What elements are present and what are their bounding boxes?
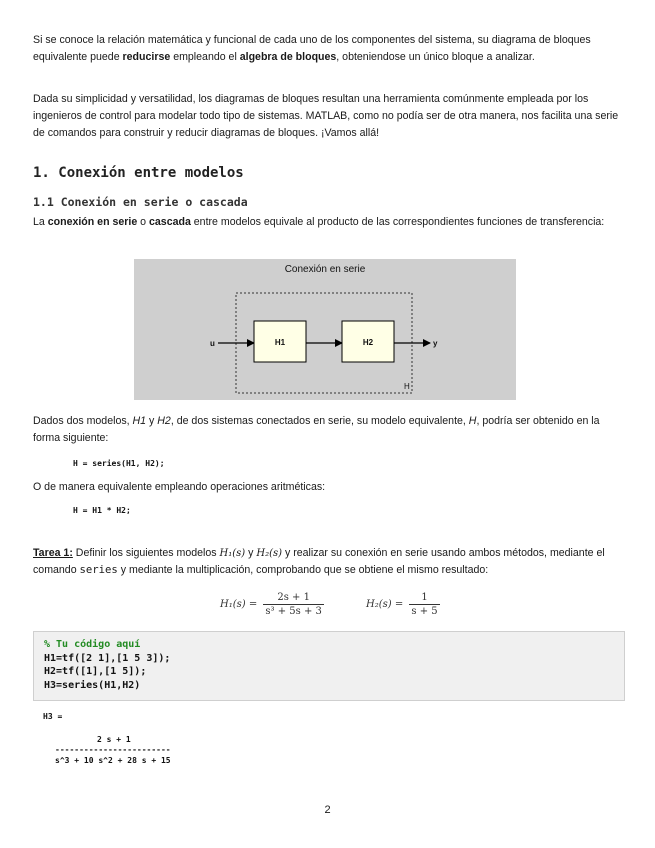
text-run: Si se conoce la relación matemática y funcional de cada uno de los componentes del sistema, su diagrama de bloques equivalente puede xyxy=(33,34,591,63)
text-run: La xyxy=(33,216,48,228)
models-paragraph xyxy=(33,413,623,447)
formula-h1 xyxy=(220,592,327,617)
intro-paragraph-2: Dada su simplicidad y versatilidad, los diagramas de bloques resultan una herramienta comúnmente empleada por los ingenieros de control para modelar todo tipo de sistemas. MATLAB, como no podía ser de otra manera, nos facilita una serie de comandos para construir y reducir diagramas de bloques. ¡Vamos allá! xyxy=(33,93,619,139)
text-run: o xyxy=(137,216,150,228)
formula-h1-lhs: H₁(s) = xyxy=(220,599,258,610)
code-comment[interactable]: % Tu código aquí xyxy=(44,639,141,650)
code-line[interactable]: H1=tf([2 1],[1 5 3]); xyxy=(44,652,171,664)
subsection-title: 1.1 Conexión en serie o cascada xyxy=(33,195,248,209)
block-h1-label: H1 xyxy=(274,338,286,347)
intro-paragraph-1 xyxy=(33,32,623,66)
formula-h2-lhs: H₂(s) = xyxy=(366,599,404,610)
formula-h1-denominator: s³ + 5s + 3 xyxy=(265,606,322,617)
formula-h2-fraction xyxy=(409,592,439,617)
series-paragraph xyxy=(33,214,623,231)
code-multiply-example: H = H1 * H2; xyxy=(73,506,131,515)
bold-term-algebra: algebra de bloques xyxy=(239,51,337,63)
model-h1: H1 xyxy=(132,415,147,427)
group-label-h: H xyxy=(404,382,410,391)
bold-term-reducirse: reducirse xyxy=(122,51,171,63)
diagram-svg xyxy=(134,259,516,400)
output-denominator: s^3 + 10 s^2 + 28 s + 15 xyxy=(55,756,171,765)
input-label-u: u xyxy=(210,339,215,348)
code-series-example: H = series(H1, H2); xyxy=(73,459,165,468)
bold-term-cascada: cascada xyxy=(149,216,191,228)
formula-h1-fraction xyxy=(263,592,323,617)
text-run: Dados dos modelos, xyxy=(33,415,133,427)
text-run: , obteniendose un único bloque a analizar. xyxy=(336,51,535,63)
arithmetic-paragraph: O de manera equivalente empleando operaciones aritméticas: xyxy=(33,481,326,493)
diagram-title: Conexión en serie xyxy=(284,264,366,275)
task-paragraph xyxy=(33,545,623,579)
block-h2-label: H2 xyxy=(362,338,374,347)
output-fraction-bar: ------------------------ xyxy=(55,745,171,754)
output-numerator: 2 s + 1 xyxy=(97,735,131,744)
math-h2s: H₂(s) xyxy=(256,548,283,559)
text-run: , podría ser obtenido en la forma siguiente: xyxy=(33,415,600,444)
model-h2: H2 xyxy=(157,415,171,427)
text-run: y xyxy=(146,415,158,427)
text-run: , de dos sistemas conectados en serie, su modelo equivalente, xyxy=(170,415,469,427)
text-run: Definir los siguientes modelos xyxy=(72,547,220,559)
page-number: 2 xyxy=(324,804,331,816)
formula-h2 xyxy=(366,592,443,617)
output-label-y: y xyxy=(433,339,438,348)
model-h: H xyxy=(468,415,477,427)
text-run: y realizar su conexión en serie usando ambos métodos, mediante el comando xyxy=(33,547,605,576)
text-run: entre modelos equivale al producto de las correspondientes funciones de transferencia: xyxy=(190,216,605,228)
text-run: y mediante la multiplicación, comprobando que se obtiene el mismo resultado: xyxy=(117,564,489,576)
output-variable: H3 = xyxy=(43,712,63,721)
bold-term-serie: conexión en serie xyxy=(47,216,138,228)
text-run: empleando el xyxy=(170,51,240,63)
series-block-diagram xyxy=(134,259,516,400)
formula-h2-denominator: s + 5 xyxy=(411,606,438,617)
code-editor-block[interactable] xyxy=(33,631,625,701)
task-label: Tarea 1: xyxy=(33,547,73,559)
code-line[interactable]: H2=tf([1],[1 5]); xyxy=(44,666,147,677)
section-title: 1. Conexión entre modelos xyxy=(33,165,244,181)
formula-h1-numerator: 2s + 1 xyxy=(263,592,323,605)
command-series: series xyxy=(79,564,118,576)
formula-h2-numerator: 1 xyxy=(409,592,439,605)
code-line[interactable]: H3=series(H1,H2) xyxy=(44,679,141,691)
math-h1s: H₁(s) xyxy=(219,548,246,559)
text-run: y xyxy=(245,547,257,559)
